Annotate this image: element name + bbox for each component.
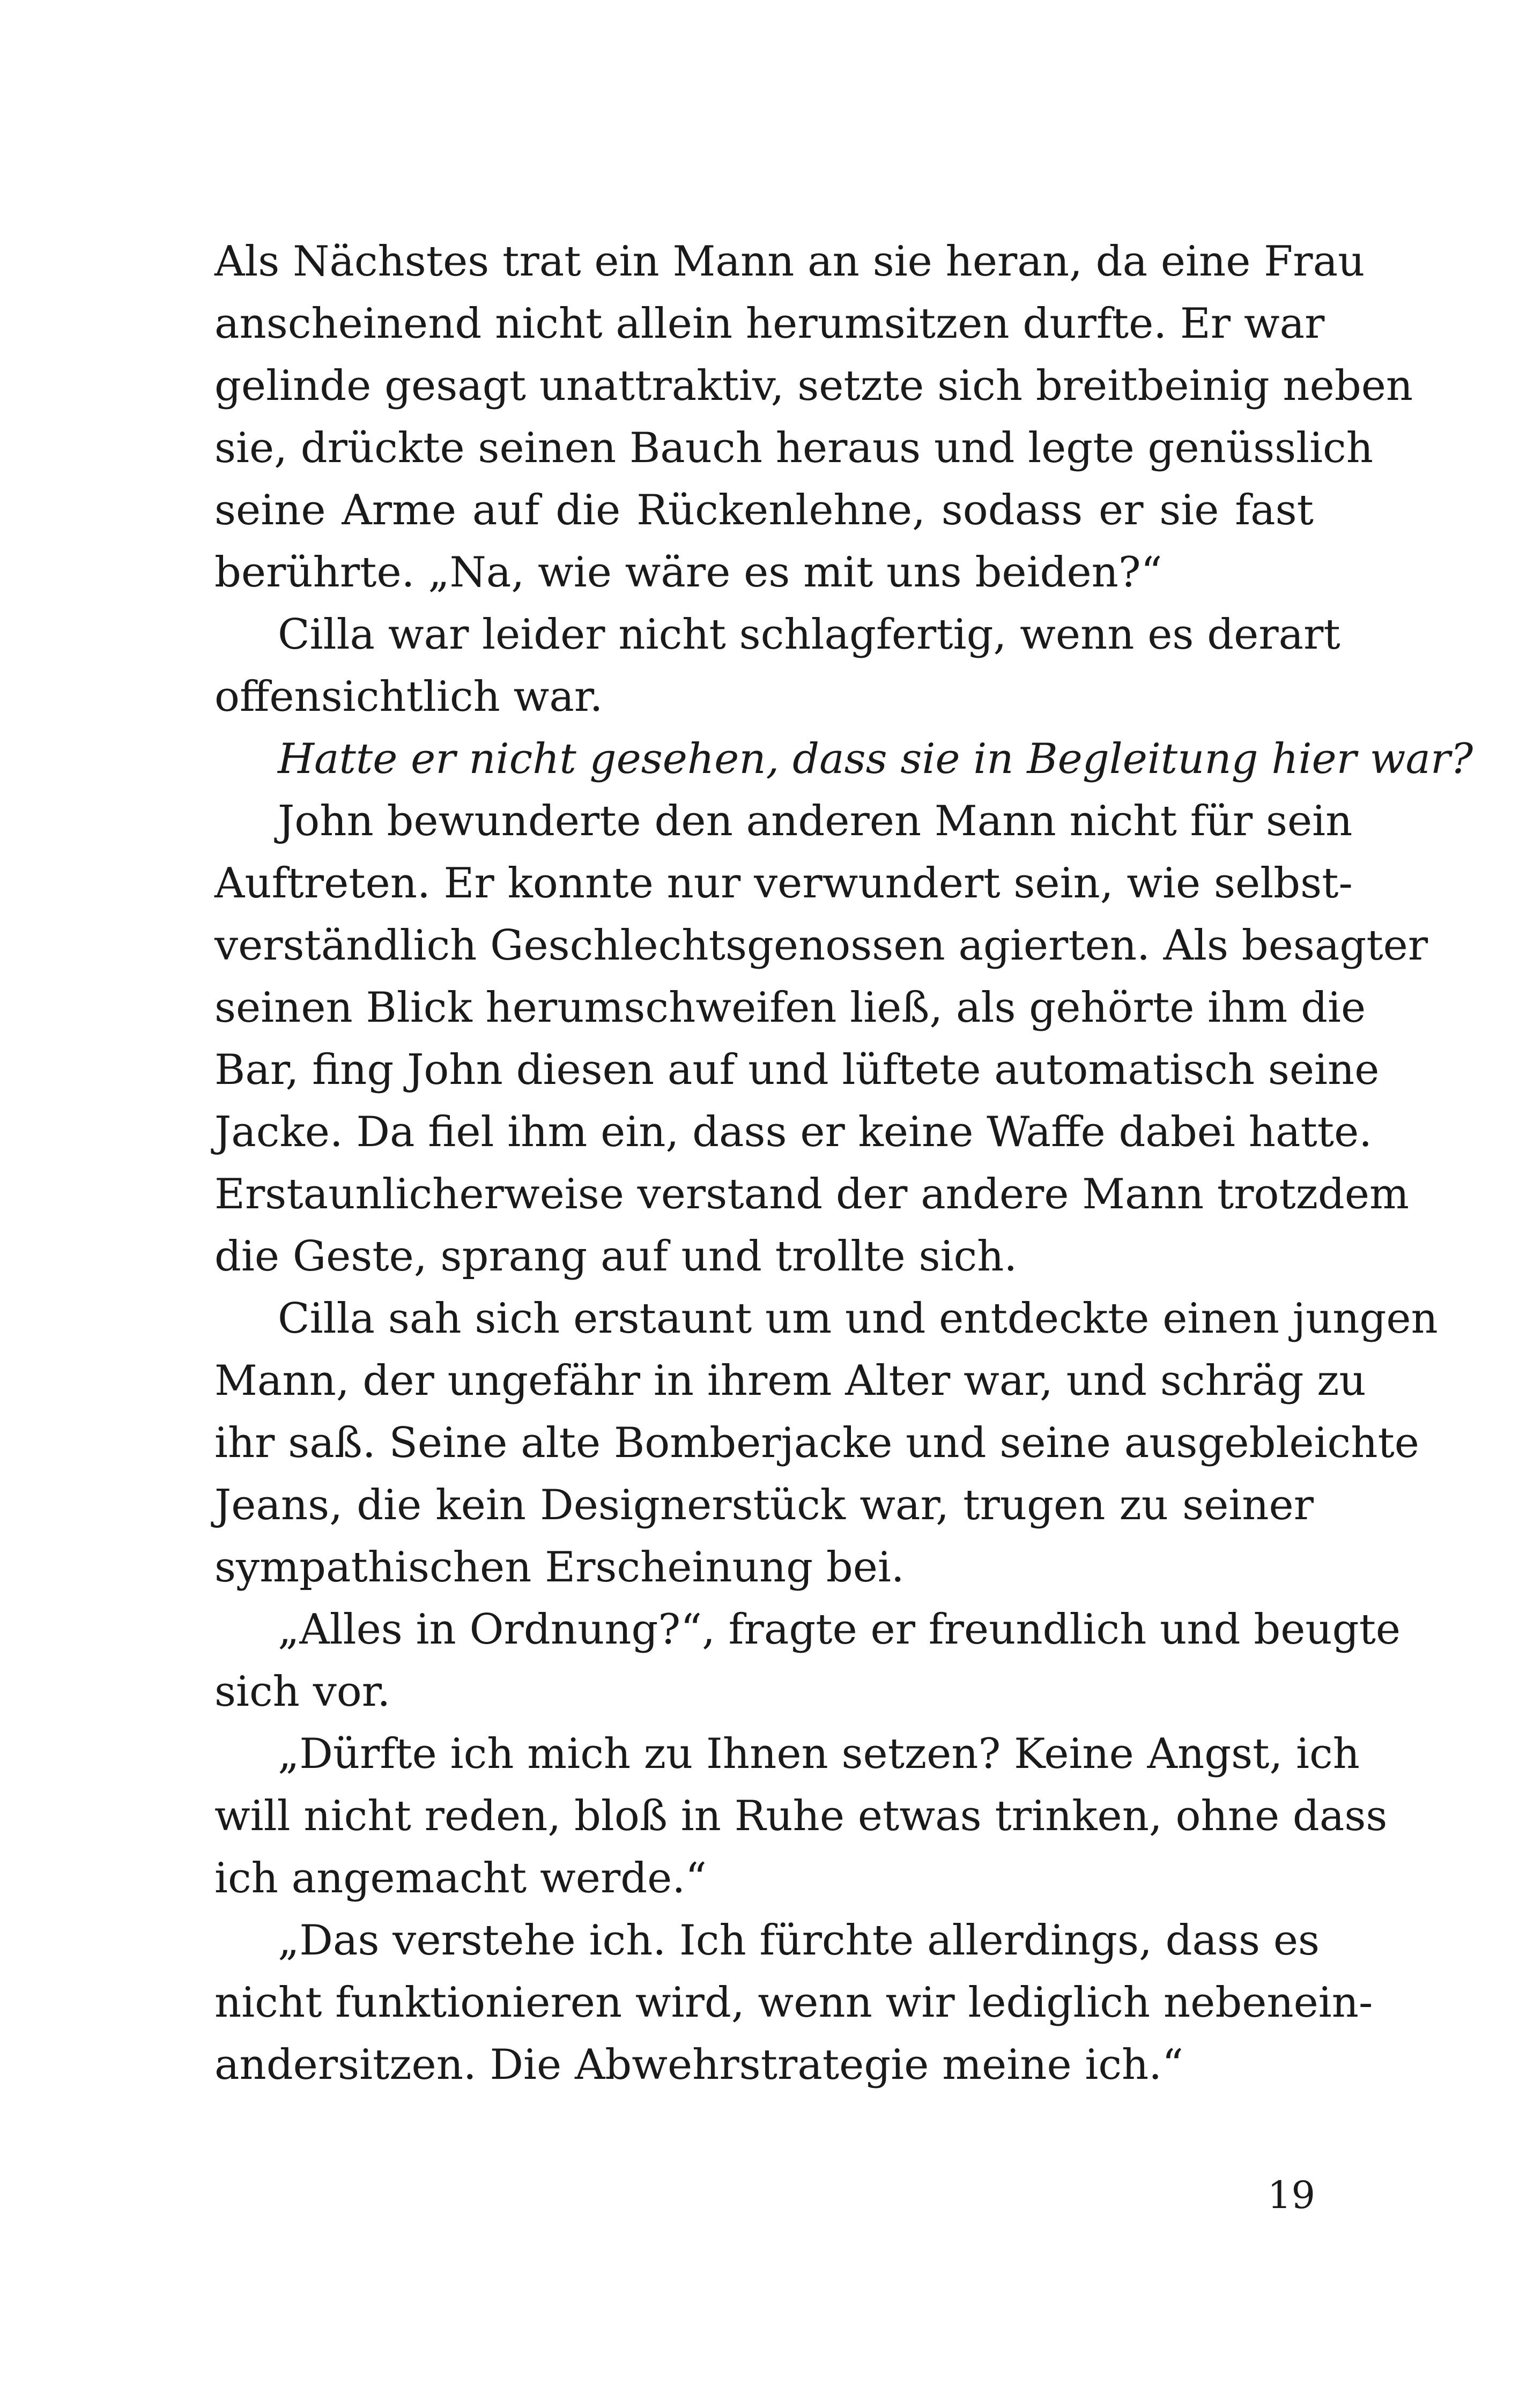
text-line: anscheinend nicht allein herumsitzen durfte. Er war: [214, 300, 1325, 348]
text-line: Mann, der ungefähr in ihrem Alter war, und schräg zu: [214, 1357, 1366, 1405]
text-line: Erstaunlicherweise verstand der andere Mann trotzdem: [214, 1170, 1409, 1218]
text-line: Jacke. Da fiel ihm ein, dass er keine Waffe dabei hatte.: [214, 1108, 1373, 1156]
text-line: andersitzen. Die Abwehrstrategie meine ich.“: [214, 2041, 1183, 2089]
text-line: sympathischen Erscheinung bei.: [214, 1543, 905, 1592]
text-line: ihr saß. Seine alte Bomberjacke und seine ausgebleichte: [214, 1419, 1419, 1467]
text-line: nicht funktionieren wird, wenn wir lediglich nebenein-: [214, 1979, 1373, 2027]
text-line: verständlich Geschlechtsgenossen agierten. Als besagter: [214, 921, 1428, 970]
text-line: Als Nächstes trat ein Mann an sie heran, da eine Frau: [214, 237, 1365, 286]
text-line: Auftreten. Er konnte nur verwundert sein, wie selbst-: [214, 859, 1353, 908]
text-line: gelinde gesagt unattraktiv, setzte sich breitbeinig neben: [214, 362, 1413, 410]
text-line: will nicht reden, bloß in Ruhe etwas trinken, ohne dass: [214, 1792, 1388, 1840]
text-line: „Dürfte ich mich zu Ihnen setzen? Keine Angst, ich: [278, 1730, 1360, 1778]
text-line: seine Arme auf die Rückenlehne, sodass er sie fast: [214, 486, 1314, 534]
text-line: die Geste, sprang auf und trollte sich.: [214, 1232, 1018, 1281]
text-line: ich angemacht werde.“: [214, 1854, 707, 1902]
text-line: „Das verstehe ich. Ich fürchte allerdings, dass es: [278, 1916, 1320, 1965]
text-line: „Alles in Ordnung?“, fragte er freundlich und beugte: [278, 1606, 1401, 1654]
text-line: sich vor.: [214, 1668, 391, 1716]
text-line-italic: Hatte er nicht gesehen, dass sie in Begleitung hier war?: [278, 735, 1473, 783]
text-line: John bewunderte den anderen Mann nicht für sein: [278, 797, 1353, 845]
text-line: offensichtlich war.: [214, 673, 603, 721]
text-line: sie, drückte seinen Bauch heraus und legte genüsslich: [214, 424, 1373, 472]
text-line: berührte. „Na, wie wäre es mit uns beiden?“: [214, 548, 1162, 597]
text-line: Cilla war leider nicht schlagfertig, wenn es derart: [278, 611, 1340, 659]
text-line: Cilla sah sich erstaunt um und entdeckte einen jungen: [278, 1295, 1438, 1343]
body-text: [214, 231, 1473, 2096]
text-line: seinen Blick herumschweifen ließ, als gehörte ihm die: [214, 984, 1366, 1032]
text-line: Jeans, die kein Designerstück war, trugen zu seiner: [214, 1481, 1314, 1529]
text-line: Bar, fing John diesen auf und lüftete automatisch seine: [214, 1046, 1380, 1094]
page-number: 19: [1267, 2173, 1315, 2217]
